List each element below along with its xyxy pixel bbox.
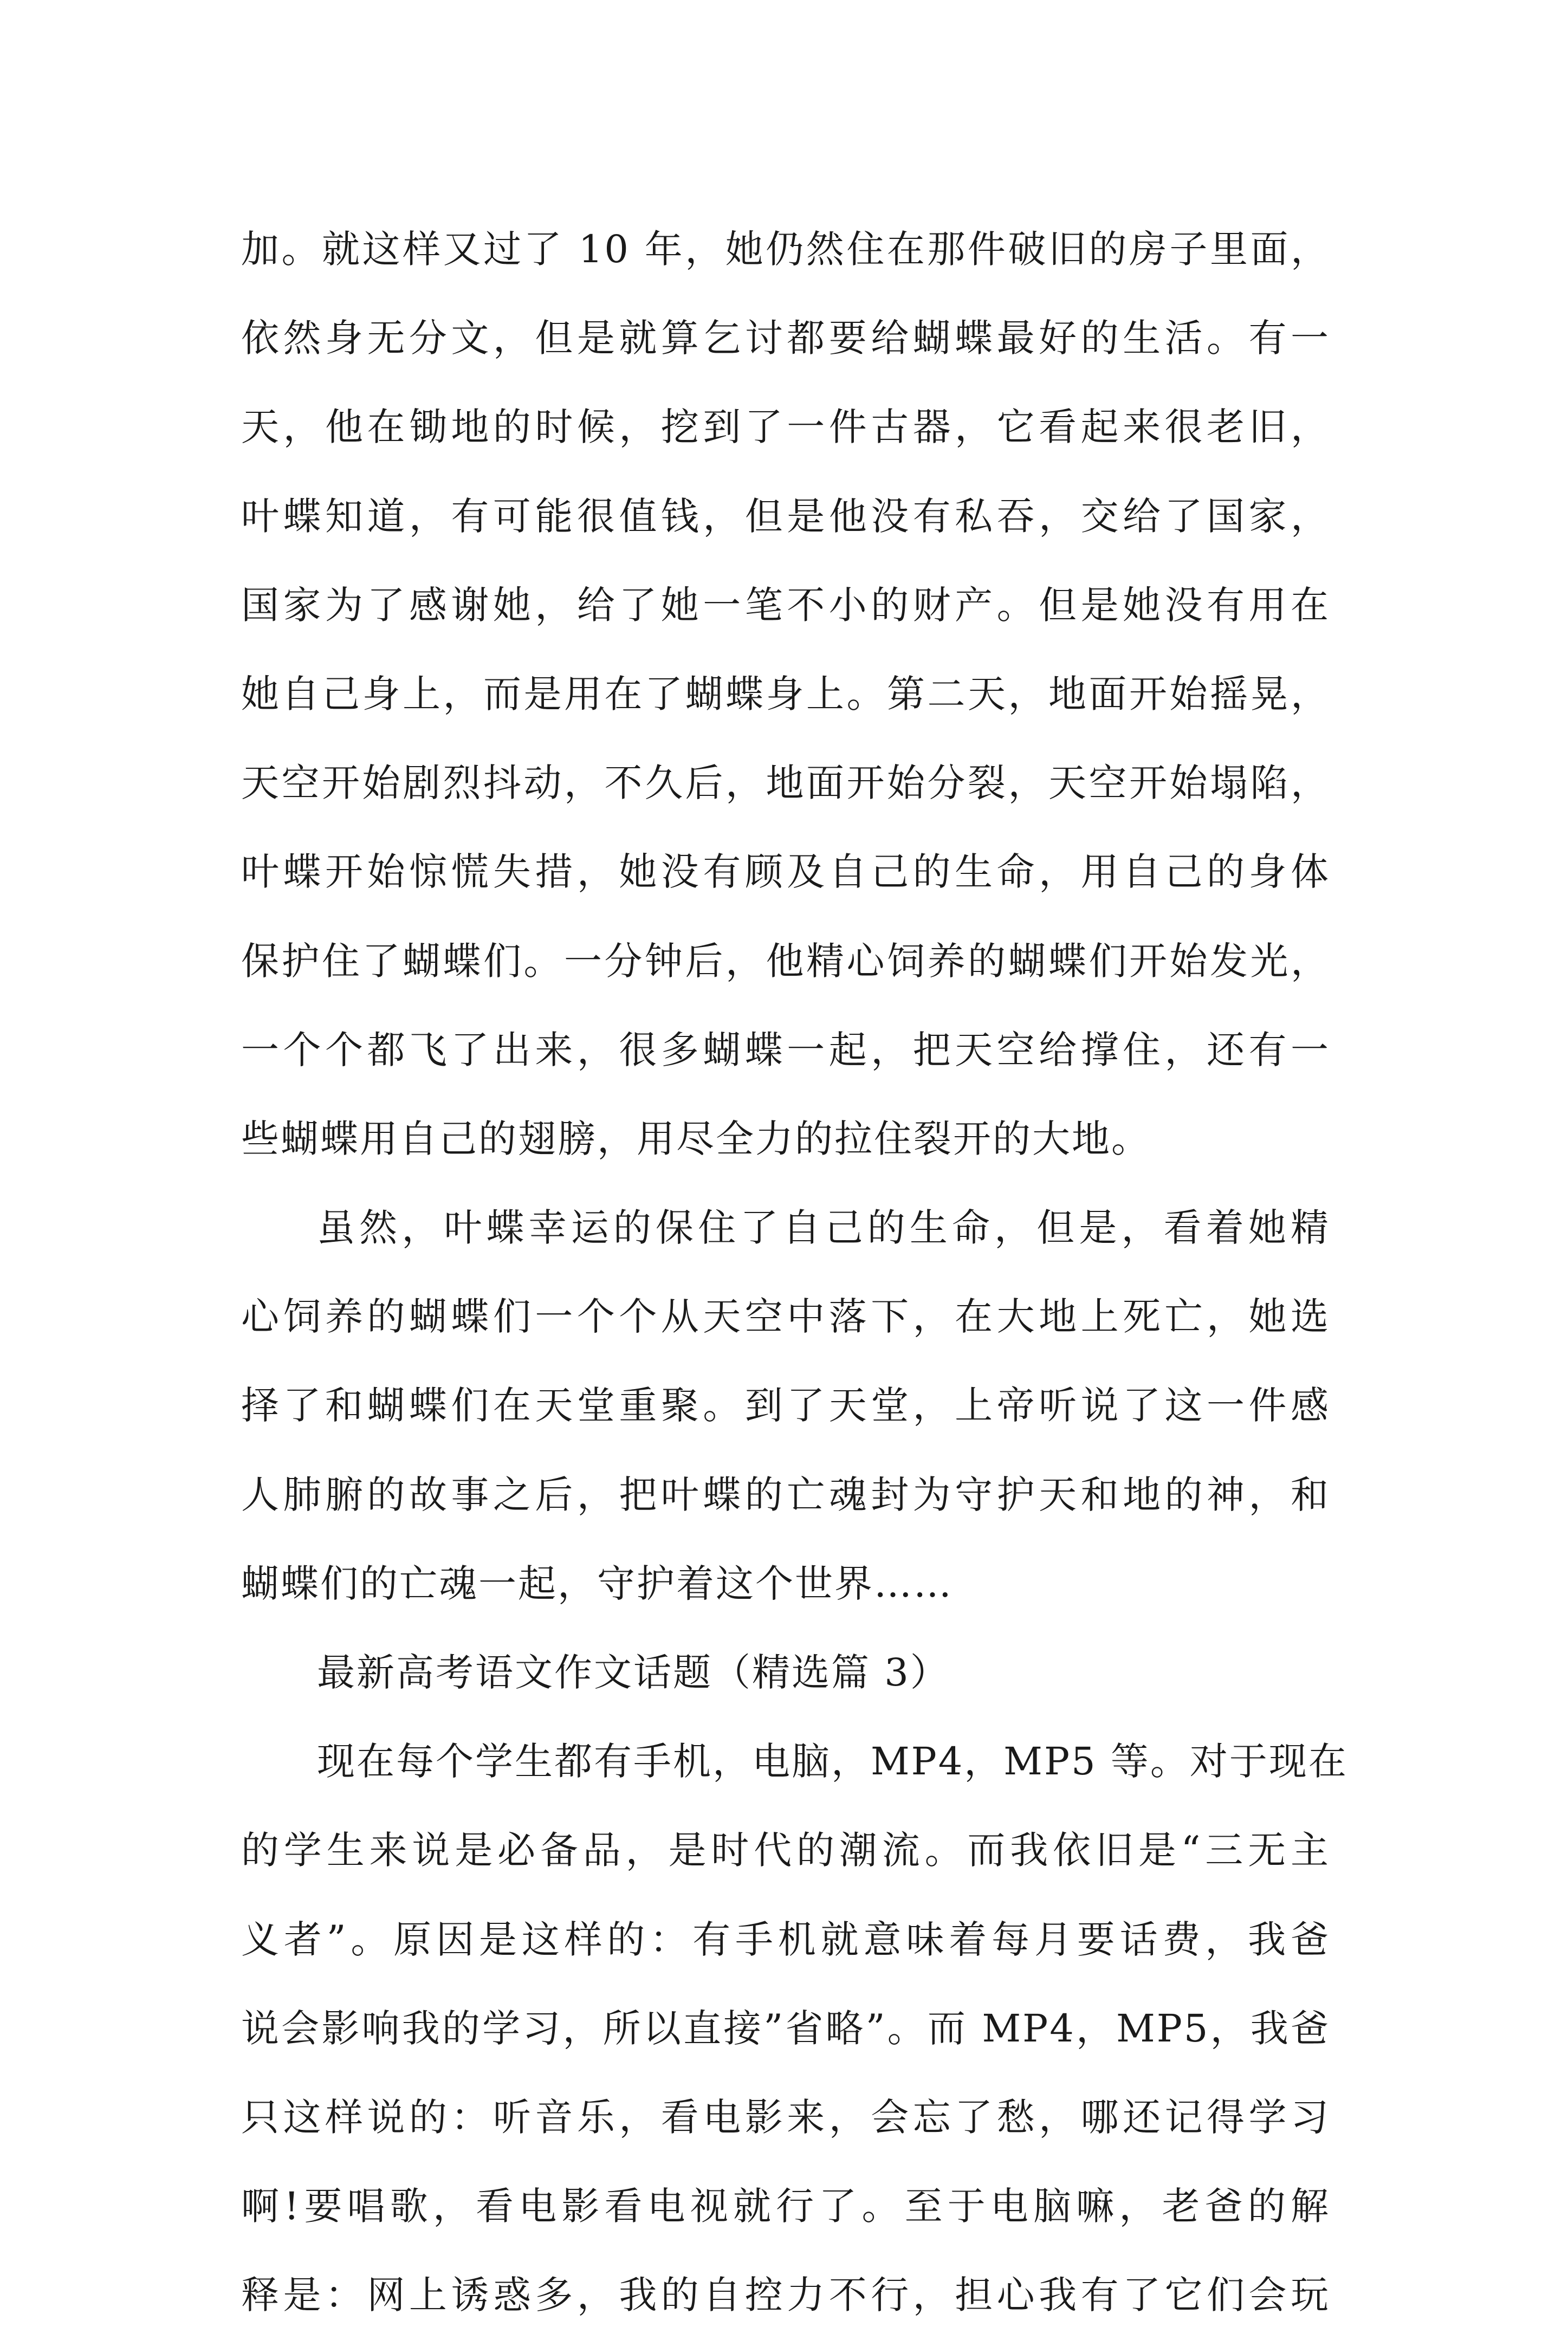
text-line: 蝴蝶们的亡魂一起，守护着这个世界…… bbox=[241, 1561, 953, 1606]
paragraph-3 bbox=[241, 1717, 1348, 2339]
text-line: 说会影响我的学习，所以直接”省略”。而 MP4，MP5，我爸 bbox=[241, 2006, 1330, 2051]
text-line: 保护住了蝴蝶们。一分钟后，他精心饲养的蝴蝶们开始发光， bbox=[241, 938, 1330, 983]
text-line: 虽然，叶蝶幸运的保住了自己的生命，但是，看着她精 bbox=[317, 1205, 1330, 1250]
text-line: 心饲养的蝴蝶们一个个从天空中落下，在大地上死亡，她选 bbox=[241, 1294, 1330, 1339]
text-line: 些蝴蝶用自己的翅膀，用尽全力的拉住裂开的大地。 bbox=[241, 1116, 1151, 1161]
document-body bbox=[241, 205, 1348, 2340]
text-line: 现在每个学生都有手机，电脑，MP4，MP5 等。对于现在 bbox=[317, 1739, 1348, 1784]
text-line: 国家为了感谢她，给了她一笔不小的财产。但是她没有用在 bbox=[241, 582, 1330, 627]
text-line: 义者”。原因是这样的：有手机就意味着每月要话费，我爸 bbox=[241, 1917, 1330, 1962]
text-line: 人肺腑的故事之后，把叶蝶的亡魂封为守护天和地的神，和 bbox=[241, 1472, 1330, 1517]
text-line: 一个个都飞了出来，很多蝴蝶一起，把天空给撑住，还有一 bbox=[241, 1027, 1330, 1072]
text-line: 只这样说的：听音乐，看电影来，会忘了愁，哪还记得学习 bbox=[241, 2095, 1330, 2140]
text-line: 天空开始剧烈抖动，不久后，地面开始分裂，天空开始塌陷， bbox=[241, 761, 1330, 806]
text-line: 的学生来说是必备品，是时代的潮流。而我依旧是“三无主 bbox=[241, 1828, 1330, 1873]
text-line: 她自己身上，而是用在了蝴蝶身上。第二天，地面开始摇晃， bbox=[241, 671, 1330, 716]
text-line: 释是：网上诱惑多，我的自控力不行，担心我有了它们会玩 bbox=[241, 2273, 1330, 2318]
text-line: 啊!要唱歌，看电影看电视就行了。至于电脑嘛，老爸的解 bbox=[241, 2184, 1330, 2229]
section-heading bbox=[241, 1628, 1330, 1717]
paragraph-1 bbox=[241, 205, 1330, 1183]
text-line: 依然身无分文，但是就算乞讨都要给蝴蝶最好的生活。有一 bbox=[241, 316, 1330, 361]
section-title: 最新高考语文作文话题（精选篇 3） bbox=[317, 1650, 950, 1695]
text-line: 择了和蝴蝶们在天堂重聚。到了天堂，上帝听说了这一件感 bbox=[241, 1383, 1330, 1428]
paragraph-2 bbox=[241, 1183, 1330, 1628]
text-line: 叶蝶开始惊慌失措，她没有顾及自己的生命，用自己的身体 bbox=[241, 850, 1330, 894]
text-line: 加。就这样又过了 10 年，她仍然住在那件破旧的房子里面， bbox=[241, 227, 1330, 271]
text-line: 天，他在锄地的时候，挖到了一件古器，它看起来很老旧， bbox=[241, 405, 1330, 450]
text-line: 叶蝶知道，有可能很值钱，但是他没有私吞，交给了国家， bbox=[241, 494, 1330, 539]
